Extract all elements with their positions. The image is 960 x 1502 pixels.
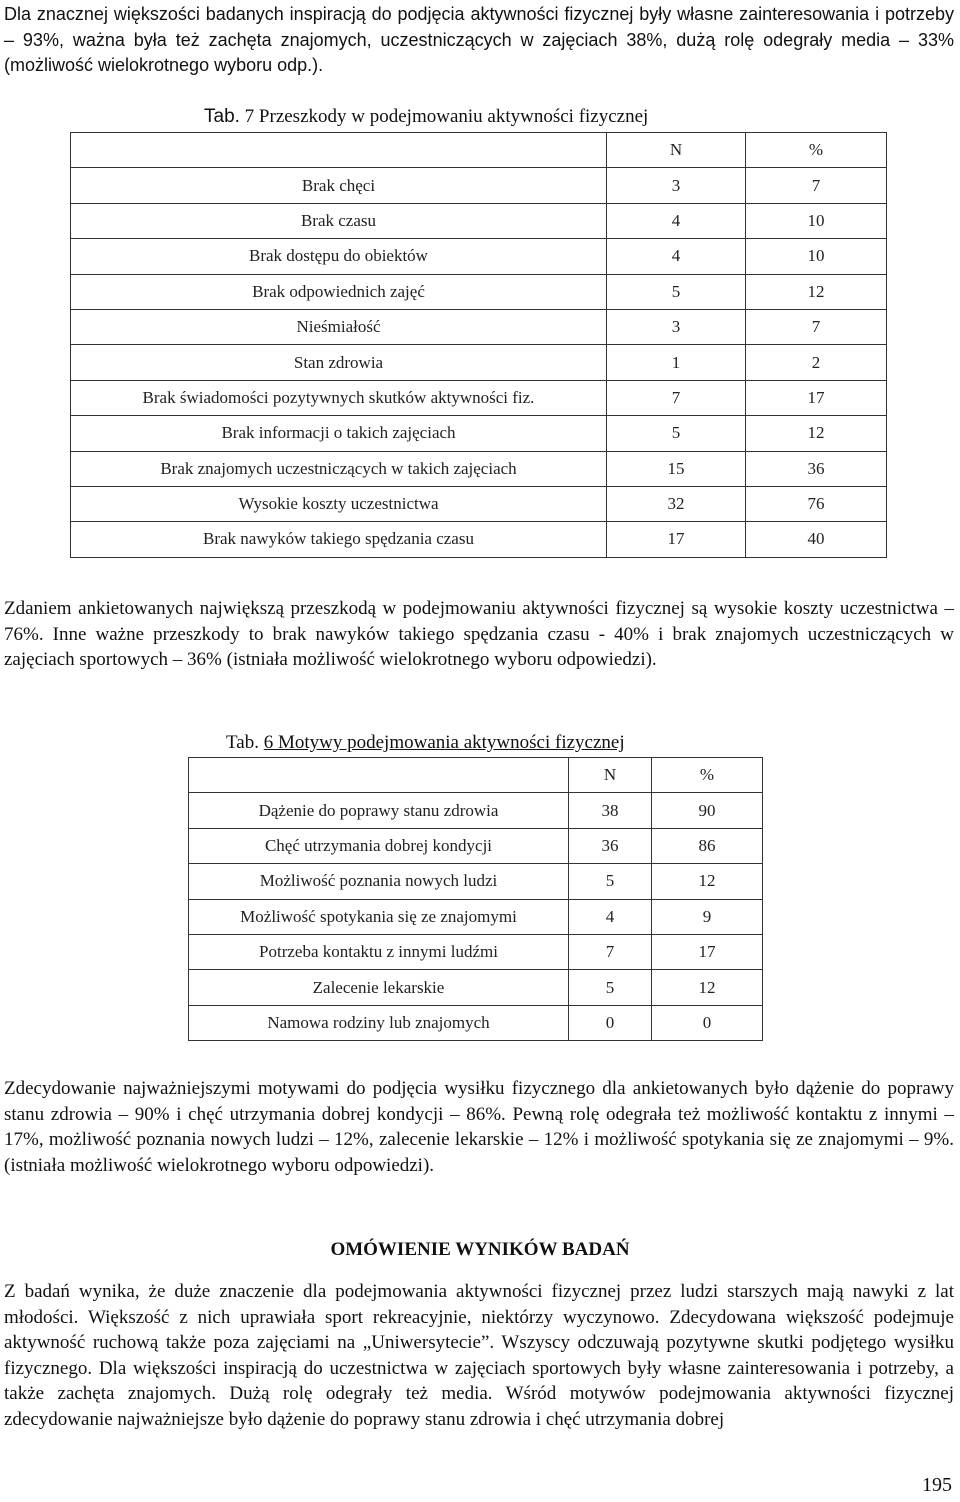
header-n-cell: N: [607, 133, 746, 168]
row-n: 3: [607, 168, 746, 203]
row-pct: 90: [652, 793, 763, 828]
row-n: 5: [607, 416, 746, 451]
table-row: [189, 934, 763, 969]
table-obstacles: [70, 132, 887, 558]
row-pct: 12: [746, 274, 887, 309]
row-label: Chęć utrzymania dobrej kondycji: [189, 828, 569, 863]
obstacles-summary-paragraph: Zdaniem ankietowanych największą przeszkodą w podejmowaniu aktywności fizycznej są wysokie koszty uczestnictwa – 76%. Inne ważne przeszkody to brak nawyków takiego spędzania czasu - 40% i brak znajomych uczestniczących w zajęciach sportowych – 36% (istniała możliwość wielokrotnego wyboru odpowiedzi).: [4, 598, 954, 670]
table-row: [71, 345, 887, 380]
table-row: [189, 864, 763, 899]
row-label: Brak nawyków takiego spędzania czasu: [71, 522, 607, 557]
row-n: 36: [569, 828, 652, 863]
header-label-cell: [189, 758, 569, 793]
row-label: Potrzeba kontaktu z innymi ludźmi: [189, 934, 569, 969]
table6-caption-text: 6 Motywy podejmowania aktywności fizycznej: [263, 732, 625, 753]
row-label: Brak dostępu do obiektów: [71, 239, 607, 274]
row-pct: 86: [652, 828, 763, 863]
table-row: [71, 416, 887, 451]
table-row: [71, 274, 887, 309]
table-row: [189, 899, 763, 934]
row-label: Nieśmiałość: [71, 309, 607, 344]
table-header-row: [71, 133, 887, 168]
row-pct: 10: [746, 239, 887, 274]
row-n: 17: [607, 522, 746, 557]
row-pct: 0: [652, 1005, 763, 1040]
row-label: Brak odpowiednich zajęć: [71, 274, 607, 309]
row-n: 15: [607, 451, 746, 486]
row-n: 7: [607, 380, 746, 415]
table-row: [189, 828, 763, 863]
row-pct: 2: [746, 345, 887, 380]
table7-caption-text: 7 Przeszkody w podejmowaniu aktywności fizycznej: [244, 106, 649, 127]
row-pct: 76: [746, 486, 887, 521]
row-label: Zalecenie lekarskie: [189, 970, 569, 1005]
row-pct: 9: [652, 899, 763, 934]
motives-summary-paragraph: Zdecydowanie najważniejszymi motywami do podjęcia wysiłku fizycznego dla ankietowanych było dążenie do poprawy stanu zdrowia – 90% i chęć utrzymania dobrej kondycji – 86%. Pewną rolę odegrała też możliwość kontaktu z innymi – 17%, możliwość poznania nowych ludzi – 12%, zalecenie lekarskie – 12% i możliwość spotykania się ze znajomymi – 9%. (istniała możliwość wielokrotnego wyboru odpowiedzi).: [4, 1078, 954, 1176]
row-n: 32: [607, 486, 746, 521]
row-label: Brak znajomych uczestniczących w takich zajęciach: [71, 451, 607, 486]
table-motives: [188, 757, 763, 1041]
row-n: 4: [607, 239, 746, 274]
header-n-cell: N: [569, 758, 652, 793]
row-pct: 7: [746, 309, 887, 344]
row-n: 3: [607, 309, 746, 344]
row-n: 7: [569, 934, 652, 969]
row-n: 5: [607, 274, 746, 309]
row-pct: 40: [746, 522, 887, 557]
row-n: 1: [607, 345, 746, 380]
row-n: 5: [569, 864, 652, 899]
row-n: 4: [569, 899, 652, 934]
row-pct: 10: [746, 203, 887, 238]
row-pct: 12: [652, 970, 763, 1005]
table-row: [71, 380, 887, 415]
table-row: [189, 1005, 763, 1040]
row-pct: 17: [746, 380, 887, 415]
table6-caption: [226, 731, 625, 755]
row-label: Wysokie koszty uczestnictwa: [71, 486, 607, 521]
table-row: [189, 970, 763, 1005]
table-row: [71, 486, 887, 521]
table-row: [71, 309, 887, 344]
row-label: Możliwość spotykania się ze znajomymi: [189, 899, 569, 934]
row-pct: 12: [746, 416, 887, 451]
page-number: 195: [922, 1474, 952, 1496]
row-pct: 36: [746, 451, 887, 486]
header-pct-cell: %: [746, 133, 887, 168]
row-label: Brak świadomości pozytywnych skutków aktywności fiz.: [71, 380, 607, 415]
row-n: 5: [569, 970, 652, 1005]
row-pct: 12: [652, 864, 763, 899]
table-row: [71, 522, 887, 557]
row-label: Namowa rodziny lub znajomych: [189, 1005, 569, 1040]
row-n: 0: [569, 1005, 652, 1040]
intro-paragraph: Dla znacznej większości badanych inspiracją do podjęcia aktywności fizycznej były własne zainteresowania i potrzeby – 93%, ważna była też zachęta znajomych, uczestniczących w zajęciach 38%, dużą rolę odegrały media – 33% (możliwość wielokrotnego wyboru odp.).: [4, 4, 954, 75]
table-row: [71, 203, 887, 238]
row-pct: 7: [746, 168, 887, 203]
row-label: Brak chęci: [71, 168, 607, 203]
row-label: Możliwość poznania nowych ludzi: [189, 864, 569, 899]
row-label: Brak informacji o takich zajęciach: [71, 416, 607, 451]
table6-caption-label: Tab.: [226, 732, 259, 753]
table-row: [71, 168, 887, 203]
row-n: 38: [569, 793, 652, 828]
row-label: Brak czasu: [71, 203, 607, 238]
header-pct-cell: %: [652, 758, 763, 793]
table-row: [71, 239, 887, 274]
row-label: Stan zdrowia: [71, 345, 607, 380]
table-header-row: [189, 758, 763, 793]
row-n: 4: [607, 203, 746, 238]
discussion-paragraph: Z badań wynika, że duże znaczenie dla podejmowania aktywności fizycznej przez ludzi starszych mają nawyki z lat młodości. Większość z nich uprawiała sport rekreacyjnie, niektórzy wyczynowo. Zdecydowana większość podejmuje aktywność ruchową także poza zajęciami na „Uniwersytecie”. Wszyscy odczuwają pozytywne skutki podjętego wysiłku fizycznego. Dla większości inspiracją do uczestnictwa w zajęciach sportowych były własne zainteresowania i potrzeby, a także zachęta znajomych. Dużą rolę odegrały też media. Wśród motywów podejmowania aktywności fizycznej zdecydowanie najważniejsze było dążenie do poprawy stanu zdrowia i chęć utrzymania dobrej: [4, 1281, 954, 1430]
table-row: [71, 451, 887, 486]
row-pct: 17: [652, 934, 763, 969]
table7-caption: [204, 105, 648, 129]
row-label: Dążenie do poprawy stanu zdrowia: [189, 793, 569, 828]
section-heading: OMÓWIENIE WYNIKÓW BADAŃ: [330, 1239, 630, 1260]
header-label-cell: [71, 133, 607, 168]
table-row: [189, 793, 763, 828]
table7-caption-label: Tab.: [204, 106, 240, 127]
